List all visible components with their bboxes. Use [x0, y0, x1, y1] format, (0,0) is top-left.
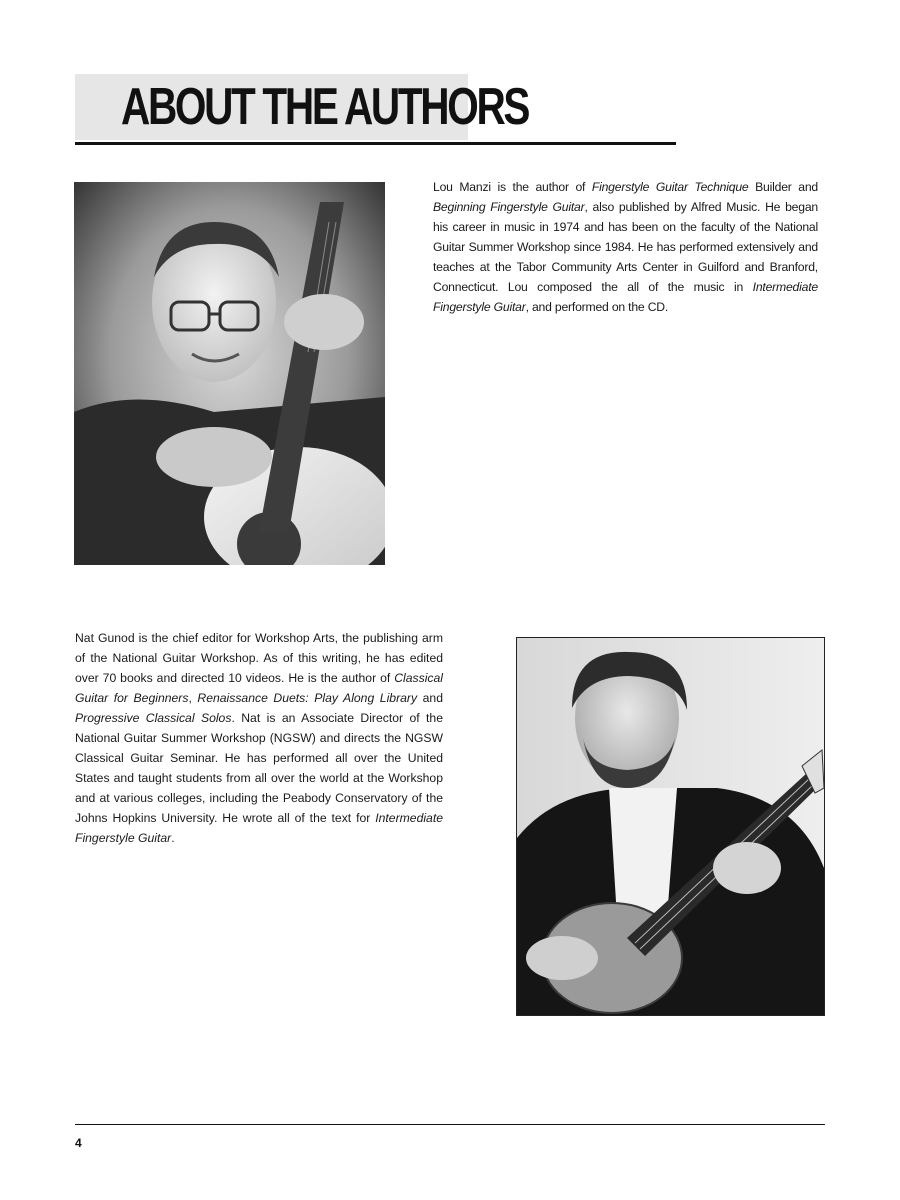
footer-rule [75, 1124, 825, 1125]
page-number: 4 [75, 1136, 82, 1150]
author-photo-lou-manzi [74, 182, 385, 565]
page-title: ABOUT THE AUTHORS [121, 78, 529, 136]
bio-nat-gunod: Nat Gunod is the chief editor for Workshop Arts, the publishing arm of the National Guitar Workshop. As of this writing, he has edited over 70 books and directed 10 videos. He is the author of Classical Guitar for Beginners, Renaissance Duets: Play Along Library and Progressive Classical Solos. Nat is an Associate Director of the National Guitar Summer Workshop (NGSW) and directs the NGSW Classical Guitar Seminar. He has performed all over the United States and taught students from all over the world at the Workshop and at various colleges, including the Peabody Conservatory of the Johns Hopkins University. He wrote all of the text for Intermediate Fingerstyle Guitar. [75, 631, 443, 845]
author-photo-nat-gunod [516, 637, 825, 1016]
title-underline [75, 142, 676, 145]
bio-lou-manzi: Lou Manzi is the author of Fingerstyle Guitar Technique Builder and Beginning Fingerstyle Guitar, also published by Alfred Music. He began his career in music in 1974 and has been on the faculty of the National Guitar Summer Workshop since 1984. He has performed extensively and teaches at the Tabor Community Arts Center in Guilford and Branford, Connecticut. Lou composed the all of the music in Intermediate Fingerstyle Guitar, and performed on the CD. [433, 180, 818, 314]
